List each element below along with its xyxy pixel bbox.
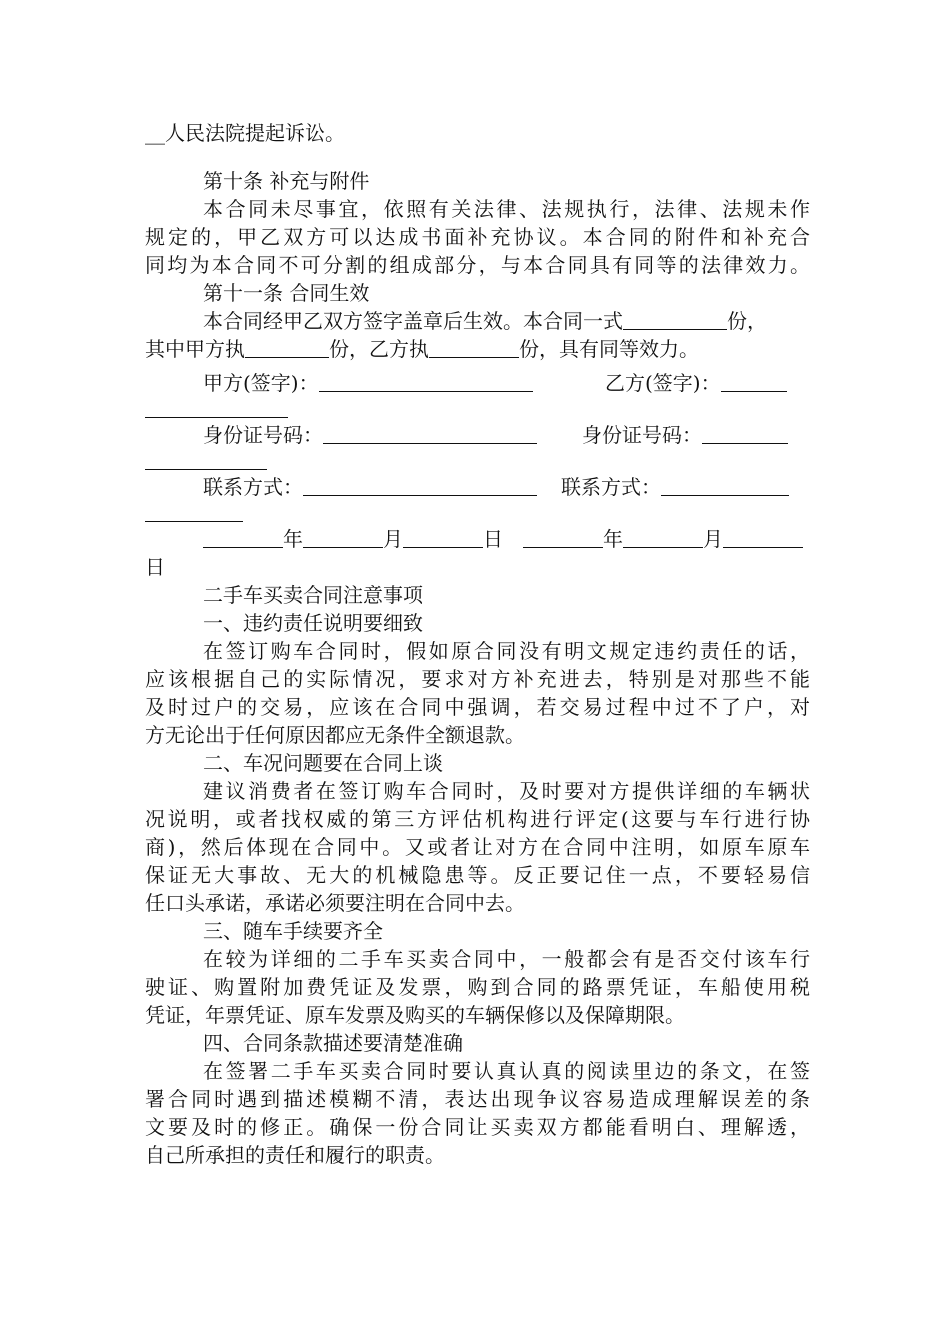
day-blank[interactable] xyxy=(723,527,803,548)
paragraph-line: 任口头承诺，承诺必须要注明在合同中去。 xyxy=(145,891,525,915)
month-blank[interactable] xyxy=(623,527,703,548)
section-3-title: 三、随车手续要齐全 xyxy=(203,919,383,943)
party-a-date: 年 月 日 xyxy=(203,525,503,553)
party-b-signature: 乙方(签字)： xyxy=(605,369,787,397)
party-a-contact-blank[interactable] xyxy=(303,475,537,496)
party-a-id-blank[interactable] xyxy=(323,423,537,444)
party-b-copies-blank[interactable] xyxy=(429,337,519,358)
id-number-row xyxy=(145,421,810,449)
party-b-signature-blank[interactable] xyxy=(721,371,787,392)
paragraph-line: 应该根据自己的实际情况，要求对方补充进去，特别是对那些不能 xyxy=(145,667,810,691)
paragraph-line xyxy=(145,307,810,335)
paragraph-line: 保证无大事故、无大的机械隐患等。反正要记住一点，不要轻易信 xyxy=(145,863,810,887)
section-4-title: 四、合同条款描述要清楚准确 xyxy=(203,1031,463,1055)
party-b-id-blank-cont[interactable] xyxy=(145,449,267,470)
month-blank[interactable] xyxy=(303,527,383,548)
party-b-contact: 联系方式： xyxy=(561,473,789,501)
year-blank[interactable] xyxy=(203,527,283,548)
day-blank[interactable] xyxy=(403,527,483,548)
party-a-contact: 联系方式： xyxy=(203,473,537,501)
party-a-holds-text: 其中甲方执 xyxy=(145,337,245,361)
copies-unit: 份， xyxy=(727,309,767,333)
party-b-date: 年 月 xyxy=(523,525,803,553)
paragraph-line: 在签订购车合同时，假如原合同没有明文规定违约责任的话， xyxy=(203,639,810,663)
paragraph-line: 凭证，年票凭证、原车发票及购买的车辆保修以及保障期限。 xyxy=(145,1003,685,1027)
court-line: __人民法院提起诉讼。 xyxy=(145,121,345,145)
party-a-signature-blank[interactable] xyxy=(319,371,533,392)
party-a-signature: 甲方(签字)： xyxy=(203,369,533,397)
article-11-title: 第十一条 合同生效 xyxy=(203,281,370,305)
date-row xyxy=(145,525,810,553)
section-1-title: 一、违约责任说明要细致 xyxy=(203,611,423,635)
paragraph-line xyxy=(145,335,810,363)
document-body xyxy=(145,119,810,1169)
party-a-id: 身份证号码： xyxy=(203,421,537,449)
paragraph-line: 自己所承担的责任和履行的职责。 xyxy=(145,1143,445,1167)
year-blank[interactable] xyxy=(523,527,603,548)
paragraph-line: 本合同未尽事宜，依照有关法律、法规执行，法律、法规未作 xyxy=(203,197,810,221)
article-10-title: 第十条 补充与附件 xyxy=(203,169,370,193)
paragraph-line: 同均为本合同不可分割的组成部分，与本合同具有同等的法律效力。 xyxy=(145,253,810,277)
contact-row xyxy=(145,473,810,501)
party-b-contact-blank-cont[interactable] xyxy=(145,501,243,522)
paragraph-line: 及时过户的交易，应该在合同中强调，若交易过程中过不了户，对 xyxy=(145,695,810,719)
party-a-copies-blank[interactable] xyxy=(245,337,329,358)
notes-title: 二手车买卖合同注意事项 xyxy=(203,583,423,607)
paragraph-line: 方无论出于任何原因都应无条件全额退款。 xyxy=(145,723,525,747)
paragraph-line: 驶证、购置附加费凭证及发票，购到合同的路票凭证，车船使用税 xyxy=(145,975,810,999)
party-b-signature-blank-cont[interactable] xyxy=(145,397,288,418)
section-2-title: 二、车况问题要在合同上谈 xyxy=(203,751,443,775)
party-b-contact-blank[interactable] xyxy=(661,475,789,496)
party-b-id-blank[interactable] xyxy=(702,423,788,444)
copies-text: 本合同经甲乙双方签字盖章后生效。本合同一式 xyxy=(203,309,623,333)
paragraph-line: 在签署二手车买卖合同时要认真认真的阅读里边的条文，在签 xyxy=(203,1059,810,1083)
paragraph-line: 况说明，或者找权威的第三方评估机构进行评定(这要与车行进行协 xyxy=(145,807,810,831)
equal-effect-text: 份，具有同等效力。 xyxy=(519,337,699,361)
signature-row xyxy=(145,369,810,397)
paragraph-line: 建议消费者在签订购车合同时，及时要对方提供详细的车辆状 xyxy=(203,779,810,803)
paragraph-line: 文要及时的修正。确保一份合同让买卖双方都能看明白、理解透， xyxy=(145,1115,810,1139)
paragraph-line: 在较为详细的二手车买卖合同中，一般都会有是否交付该车行 xyxy=(203,947,810,971)
copies-total-blank[interactable] xyxy=(623,309,727,330)
paragraph-line: 规定的，甲乙双方可以达成书面补充协议。本合同的附件和补充合 xyxy=(145,225,810,249)
party-b-holds-text: 份，乙方执 xyxy=(329,337,429,361)
date-day-wrap: 日 xyxy=(145,555,165,579)
party-b-id: 身份证号码： xyxy=(582,421,788,449)
paragraph-line: 署合同时遇到描述模糊不清，表达出现争议容易造成理解误差的条 xyxy=(145,1087,810,1111)
paragraph-line: 商)，然后体现在合同中。又或者让对方在合同中注明，如原车原车 xyxy=(145,835,810,859)
